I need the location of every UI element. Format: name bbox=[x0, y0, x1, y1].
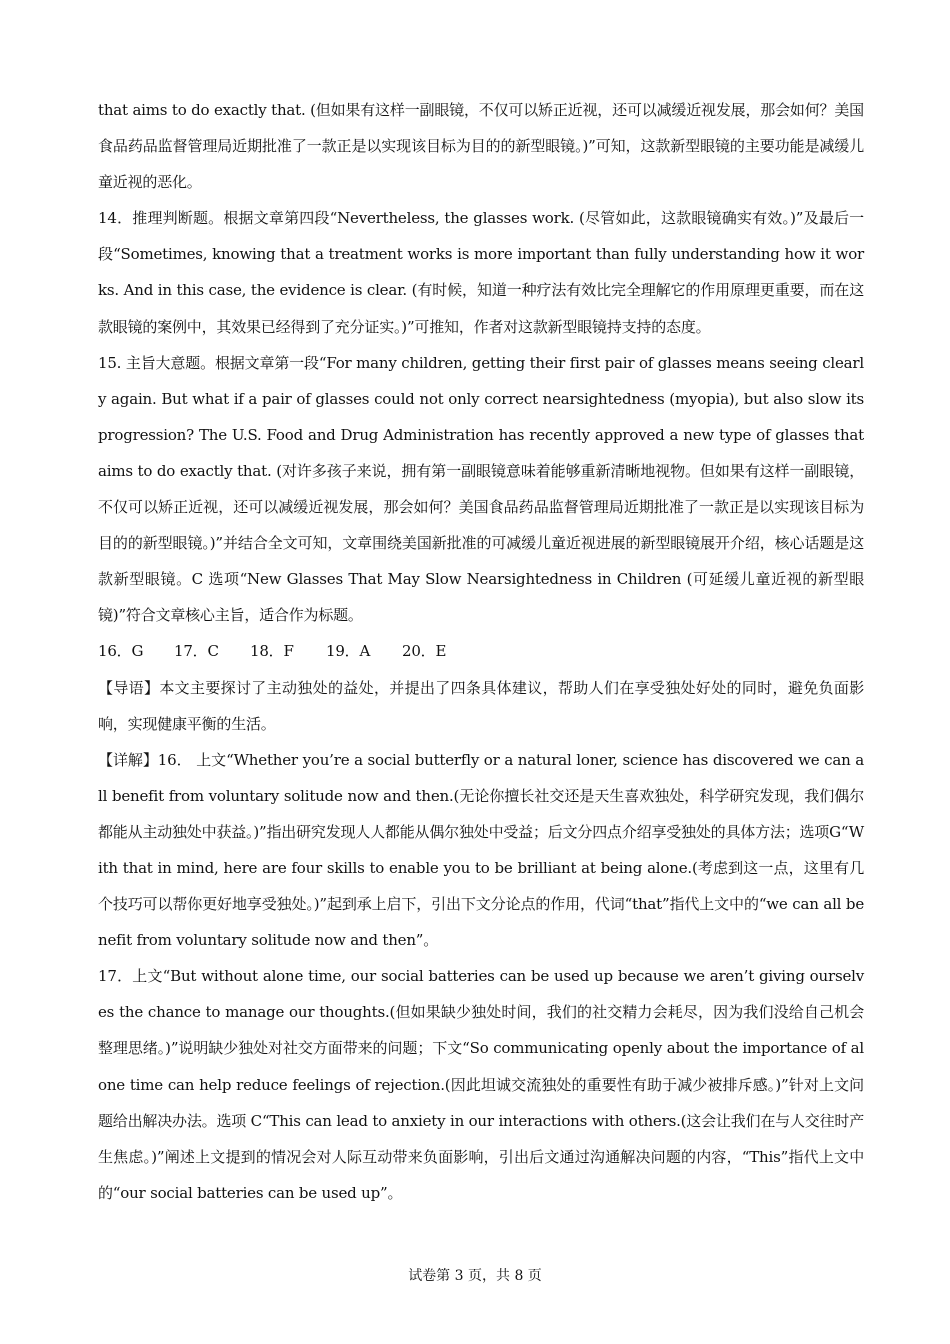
paragraph-intro: 【导语】本文主要探讨了主动独处的益处，并提出了四条具体建议，帮助人们在享受独处好处的同时，避免负面影响，实现健康平衡的生活。 bbox=[98, 678, 864, 733]
paragraph-q14: 14．推理判断题。根据文章第四段“Nevertheless, the glasses work. (尽管如此，这款眼镜确实有效。)”及最后一段“Sometimes, knowing that a treatment works is more important than fully understanding how it works. And in this case, the evidence is clear. (有时候，知道一种疗法有效比完全理解它的作用原理更重要，而在这款眼镜的案例中，其效果已经得到了充分证实。)”可推知，作者对这款新型眼镜持支持的态度。 bbox=[98, 209, 864, 336]
answer-16: 16．G bbox=[98, 642, 144, 661]
answer-explanation-body bbox=[98, 92, 864, 1211]
paragraph-q15: 15. 主旨大意题。根据文章第一段“For many children, getting their first pair of glasses means seeing clearly again. But what if a pair of glasses could not only correct nearsightedness (myopia), but also slow its progression? The U.S. Food and Drug Administration has recently approved a new type of glasses that aims to do exactly that. (对许多孩子来说，拥有第一副眼镜意味着能够重新清晰地视物。但如果有这样一副眼镜，不仅可以矫正近视，还可以减缓近视发展，那会如何？美国食品药品监督管理局近期批准了一款正是以实现该目标为目的的新型眼镜。)”并结合全文可知，文章围绕美国新批准的可减缓儿童近视进展的新型眼镜展开介绍，核心话题是这款新型眼镜。C 选项“New Glasses That May Slow Nearsightedness in Children (可延缓儿童近视的新型眼镜)”符合文章核心主旨，适合作为标题。 bbox=[98, 353, 864, 625]
answer-19: 19．A bbox=[326, 642, 371, 661]
answer-20: 20．E bbox=[402, 642, 447, 661]
paragraph-q13-continuation: that aims to do exactly that. (但如果有这样一副眼镜，不仅可以矫正近视，还可以减缓近视发展，那会如何？美国食品药品监督管理局近期批准了一款正是以实现该目标为目的的新型眼镜。)”可知，这款新型眼镜的主要功能是减缓儿童近视的恶化。 bbox=[98, 101, 864, 192]
paragraph-q16: 【详解】16． 上文“Whether you’re a social butterfly or a natural loner, science has discovered we can all benefit from voluntary solitude now and then.(无论你擅长社交还是天生喜欢独处，科学研究发现，我们偶尔都能从主动独处中获益。)”指出研究发现人人都能从偶尔独处中受益；后文分四点介绍享受独处的具体方法；选项G“With that in mind, here are four skills to enable you to be brilliant at being alone.(考虑到这一点，这里有几个技巧可以帮你更好地享受独处。)”起到承上启下，引出下文分论点的作用，代词“that”指代上文中的“we can all benefit from voluntary solitude now and then”。 bbox=[98, 750, 864, 950]
page-footer: 试卷第 3 页，共 8 页 bbox=[408, 1268, 542, 1284]
paragraph-q17: 17．上文“But without alone time, our social batteries can be used up because we aren’t giving ourselves the chance to manage our thoughts.(但如果缺少独处时间，我们的社交精力会耗尽，因为我们没给自己机会整理思绪。)”说明缺少独处对社交方面带来的问题；下文“So communicating openly about the importance of alone time can help reduce feelings of rejection.(因此坦诚交流独处的重要性有助于减少被排斥感。)”针对上文问题给出解决办法。选项 C“This can lead to anxiety in our interactions with others.(这会让我们在与人交往时产生焦虑。)”阐述上文提到的情况会对人际互动带来负面影响，引出后文通过沟通解决问题的内容，“This”指代上文中的“our social batteries can be used up”。 bbox=[98, 967, 864, 1202]
answer-17: 17．C bbox=[174, 642, 219, 661]
answer-18: 18．F bbox=[250, 642, 294, 661]
answer-key-row bbox=[98, 633, 864, 669]
